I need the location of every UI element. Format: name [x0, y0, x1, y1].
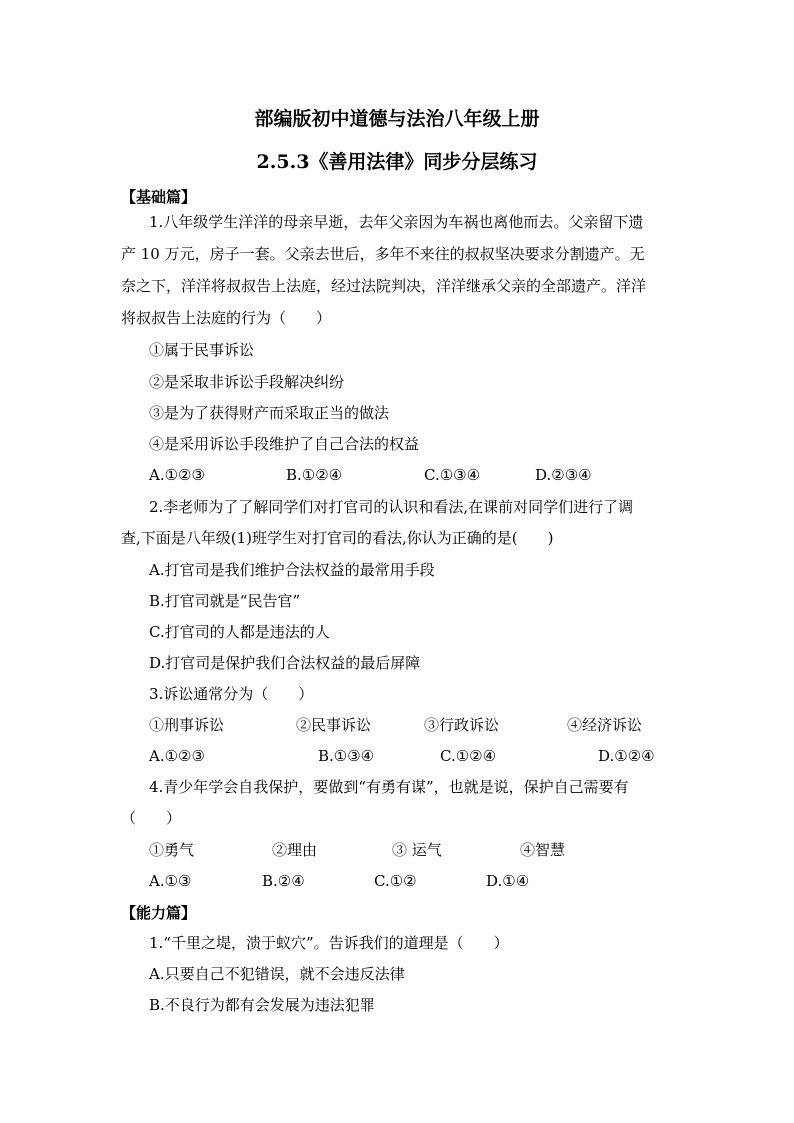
option-a[interactable]: A.①③: [149, 872, 192, 890]
option-a[interactable]: A.①②③: [149, 466, 205, 484]
option-a[interactable]: A.只要自己不犯错误，就不会违反法律: [149, 965, 405, 983]
option-c[interactable]: C.打官司的人都是违法的人: [149, 623, 330, 641]
question-3-statement: ④经济诉讼: [567, 716, 643, 734]
option-d[interactable]: D.②③④: [535, 466, 592, 484]
question-1-text-line: 产 10 万元，房子一套。父亲去世后，多年不来往的叔叔坚决要求分割遗产。无: [121, 245, 645, 263]
section-heading-basic: 【基础篇】: [121, 188, 197, 206]
option-b[interactable]: B.①②④: [286, 466, 343, 484]
option-c[interactable]: C.①③④: [424, 466, 481, 484]
question-4-options: [0, 871, 794, 891]
option-a[interactable]: A.①②③: [149, 747, 205, 765]
question-1-statement: ③是为了获得财产而采取正当的做法: [149, 404, 390, 422]
question-4-statement: ④智慧: [520, 841, 566, 859]
question-1-statement: ④是采用诉讼手段维护了自己合法的权益: [149, 435, 420, 453]
option-b[interactable]: B.打官司就是“民告官”: [149, 592, 301, 610]
option-c[interactable]: C.①②④: [440, 747, 497, 765]
question-4-statements: [0, 840, 794, 860]
question-1-text-line: 奈之下，洋洋将叔叔告上法庭，经过法院判决，洋洋继承父亲的全部遗产。洋洋: [121, 277, 647, 295]
option-d[interactable]: D.打官司是保护我们合法权益的最后屏障: [149, 654, 421, 672]
question-1-text-line: 将叔叔告上法庭的行为（ ）: [121, 309, 332, 327]
question-1-statement: ①属于民事诉讼: [149, 341, 255, 359]
question-3-text: 3.诉讼通常分为（ ）: [149, 685, 314, 703]
question-3-statement: ①刑事诉讼: [149, 716, 225, 734]
question-4-statement: ②理由: [272, 841, 318, 859]
option-a[interactable]: A.打官司是我们维护合法权益的最常用手段: [149, 561, 435, 579]
section-heading-ability: 【能力篇】: [121, 904, 197, 922]
option-c[interactable]: C.①②: [374, 872, 417, 890]
option-b[interactable]: B.①③④: [318, 747, 375, 765]
question-1-statement: ②是采取非诉讼手段解决纠纷: [149, 373, 345, 391]
question-4-statement: ③ 运气: [392, 841, 442, 859]
page-subtitle: 2.5.3《善用法律》同步分层练习: [256, 151, 538, 173]
question-4-statement: ①勇气: [149, 841, 195, 859]
question-4-text-line: 4.青少年学会自我保护，要做到“有勇有谋”，也就是说，保护自己需要有: [149, 778, 629, 796]
option-d[interactable]: D.①④: [486, 872, 530, 890]
question-2-text-line: 2.李老师为了了解同学们对打官司的认识和看法,在课前对同学们进行了调: [149, 498, 634, 516]
question-3-statement: ②民事诉讼: [296, 716, 372, 734]
page-title: 部编版初中道德与法治八年级上册: [254, 108, 540, 130]
option-d[interactable]: D.①②④: [598, 747, 655, 765]
option-b[interactable]: B.不良行为都有会发展为违法犯罪: [149, 996, 375, 1014]
option-b[interactable]: B.②④: [262, 872, 305, 890]
ability-question-1-text: 1.“千里之堤，溃于蚁穴”。告诉我们的道理是（ ）: [149, 934, 509, 952]
question-2-text-line: 查,下面是八年级(1)班学生对打官司的看法,你认为正确的是( ): [121, 529, 554, 547]
question-1-options: [0, 465, 794, 485]
question-3-options: [0, 746, 794, 766]
question-1-text-line: 1.八年级学生洋洋的母亲早逝，去年父亲因为车祸也离他而去。父亲留下遗: [149, 213, 644, 231]
question-3-statement: ③行政诉讼: [424, 716, 500, 734]
question-4-text-line: （ ）: [121, 809, 182, 827]
question-3-statements: [0, 715, 794, 735]
